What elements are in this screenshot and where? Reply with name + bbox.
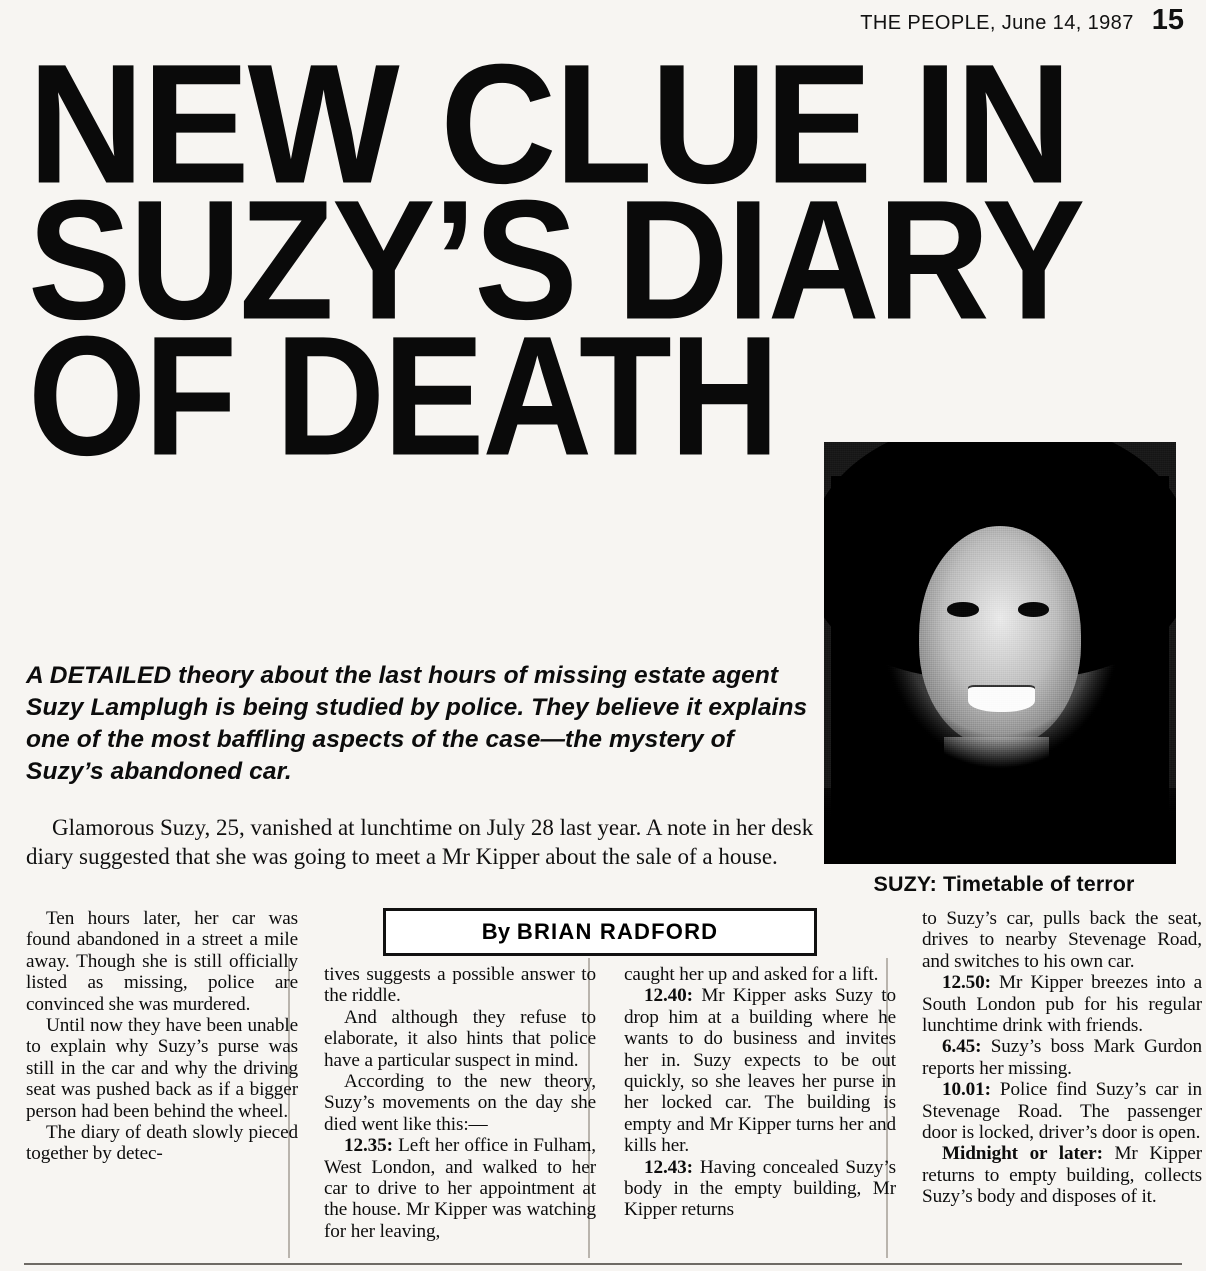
body-column-3 <box>624 964 896 1221</box>
photo-frame <box>824 442 1176 864</box>
body-column-4 <box>922 908 1202 1208</box>
timeline-entry: Midnight or later: Mr Kipper returns to empty building, collects Suzy’s body and disposes of it. <box>922 1143 1203 1208</box>
publication-line: THE PEOPLE, June 14, 1987 <box>860 12 1134 34</box>
timeline-entry: 10.01: Police find Suzy’s car in Stevenage Road. The passenger door is locked, driver’s door is open. <box>922 1079 1202 1144</box>
body-column-2 <box>324 964 596 1242</box>
photo-halftone-grain <box>824 442 1176 864</box>
timeline-entry: 12.43: Having concealed Suzy’s body in the empty building, Mr Kipper returns <box>624 1156 896 1221</box>
headline-line-2: SUZY’S DIARY <box>28 165 1084 356</box>
byline-prefix: By <box>481 919 517 944</box>
paragraph: According to the new theory, Suzy’s movements on the day she died went like this:— <box>324 1071 596 1135</box>
byline-name: BRIAN RADFORD <box>516 919 719 944</box>
body-columns <box>24 908 1203 1260</box>
timeline-entry: 6.45: Suzy’s boss Mark Gurdon reports her missing. <box>922 1036 1202 1079</box>
body-column-1 <box>26 908 298 1165</box>
headline-line-1: NEW CLUE IN <box>28 29 1070 220</box>
paragraph: to Suzy’s car, pulls back the seat, drives to nearby Stevenage Road, and switches to his own car. <box>922 908 1202 972</box>
timeline-entry: 12.35: Left her office in Fulham, West London, and walked to her car to drive to her appointment at the house. Mr Kipper was watching for her leaving, <box>324 1135 596 1242</box>
paragraph: And although they refuse to elaborate, it also hints that police have a particular suspect in mind. <box>324 1006 596 1071</box>
paragraph: Until now they have been unable to explain why Suzy’s purse was still in the car and why the driving seat was pushed back as if a bigger person had been behind the wheel. <box>26 1015 298 1122</box>
suzy-lamplugh-photo <box>824 442 1176 864</box>
photo-caption: SUZY: Timetable of terror <box>873 872 1135 896</box>
intro-paragraph <box>26 813 821 872</box>
paragraph: The diary of death slowly pieced together by detec- <box>26 1122 298 1165</box>
timeline-entry: 12.50: Mr Kipper breezes into a South London pub for his regular lunchtime drink with friends. <box>922 972 1202 1037</box>
paragraph: caught her up and asked for a lift. <box>624 964 879 985</box>
intro-text: Glamorous Suzy, 25, vanished at lunchtime on July 28 last year. A note in her desk diary suggested that she was going to meet a Mr Kipper about the sale of a house. <box>26 815 814 870</box>
bottom-rule <box>24 1263 1182 1265</box>
paragraph: Ten hours later, her car was found abandoned in a street a mile away. Though she is still officially listed as missing, police are convinced she was murdered. <box>26 908 298 1015</box>
page-number: 15 <box>1151 4 1184 36</box>
headline-line-3: OF DEATH <box>28 300 778 492</box>
standfirst: A DETAILED theory about the last hours of missing estate agent Suzy Lamplugh is being studied by police. They believe it explains one of the most baffling aspects of the case—the mystery of Suzy’s abandoned car. <box>26 662 808 786</box>
timeline-entry: 12.40: Mr Kipper asks Suzy to drop him at a building where he wants to do business and invites her in. Suzy expects to be out quickly, so she leaves her purse in her locked car. The building is empty and Mr Kipper turns her and kills her. <box>624 985 896 1157</box>
paragraph: tives suggests a possible answer to the riddle. <box>324 964 596 1007</box>
headline <box>28 29 1178 492</box>
